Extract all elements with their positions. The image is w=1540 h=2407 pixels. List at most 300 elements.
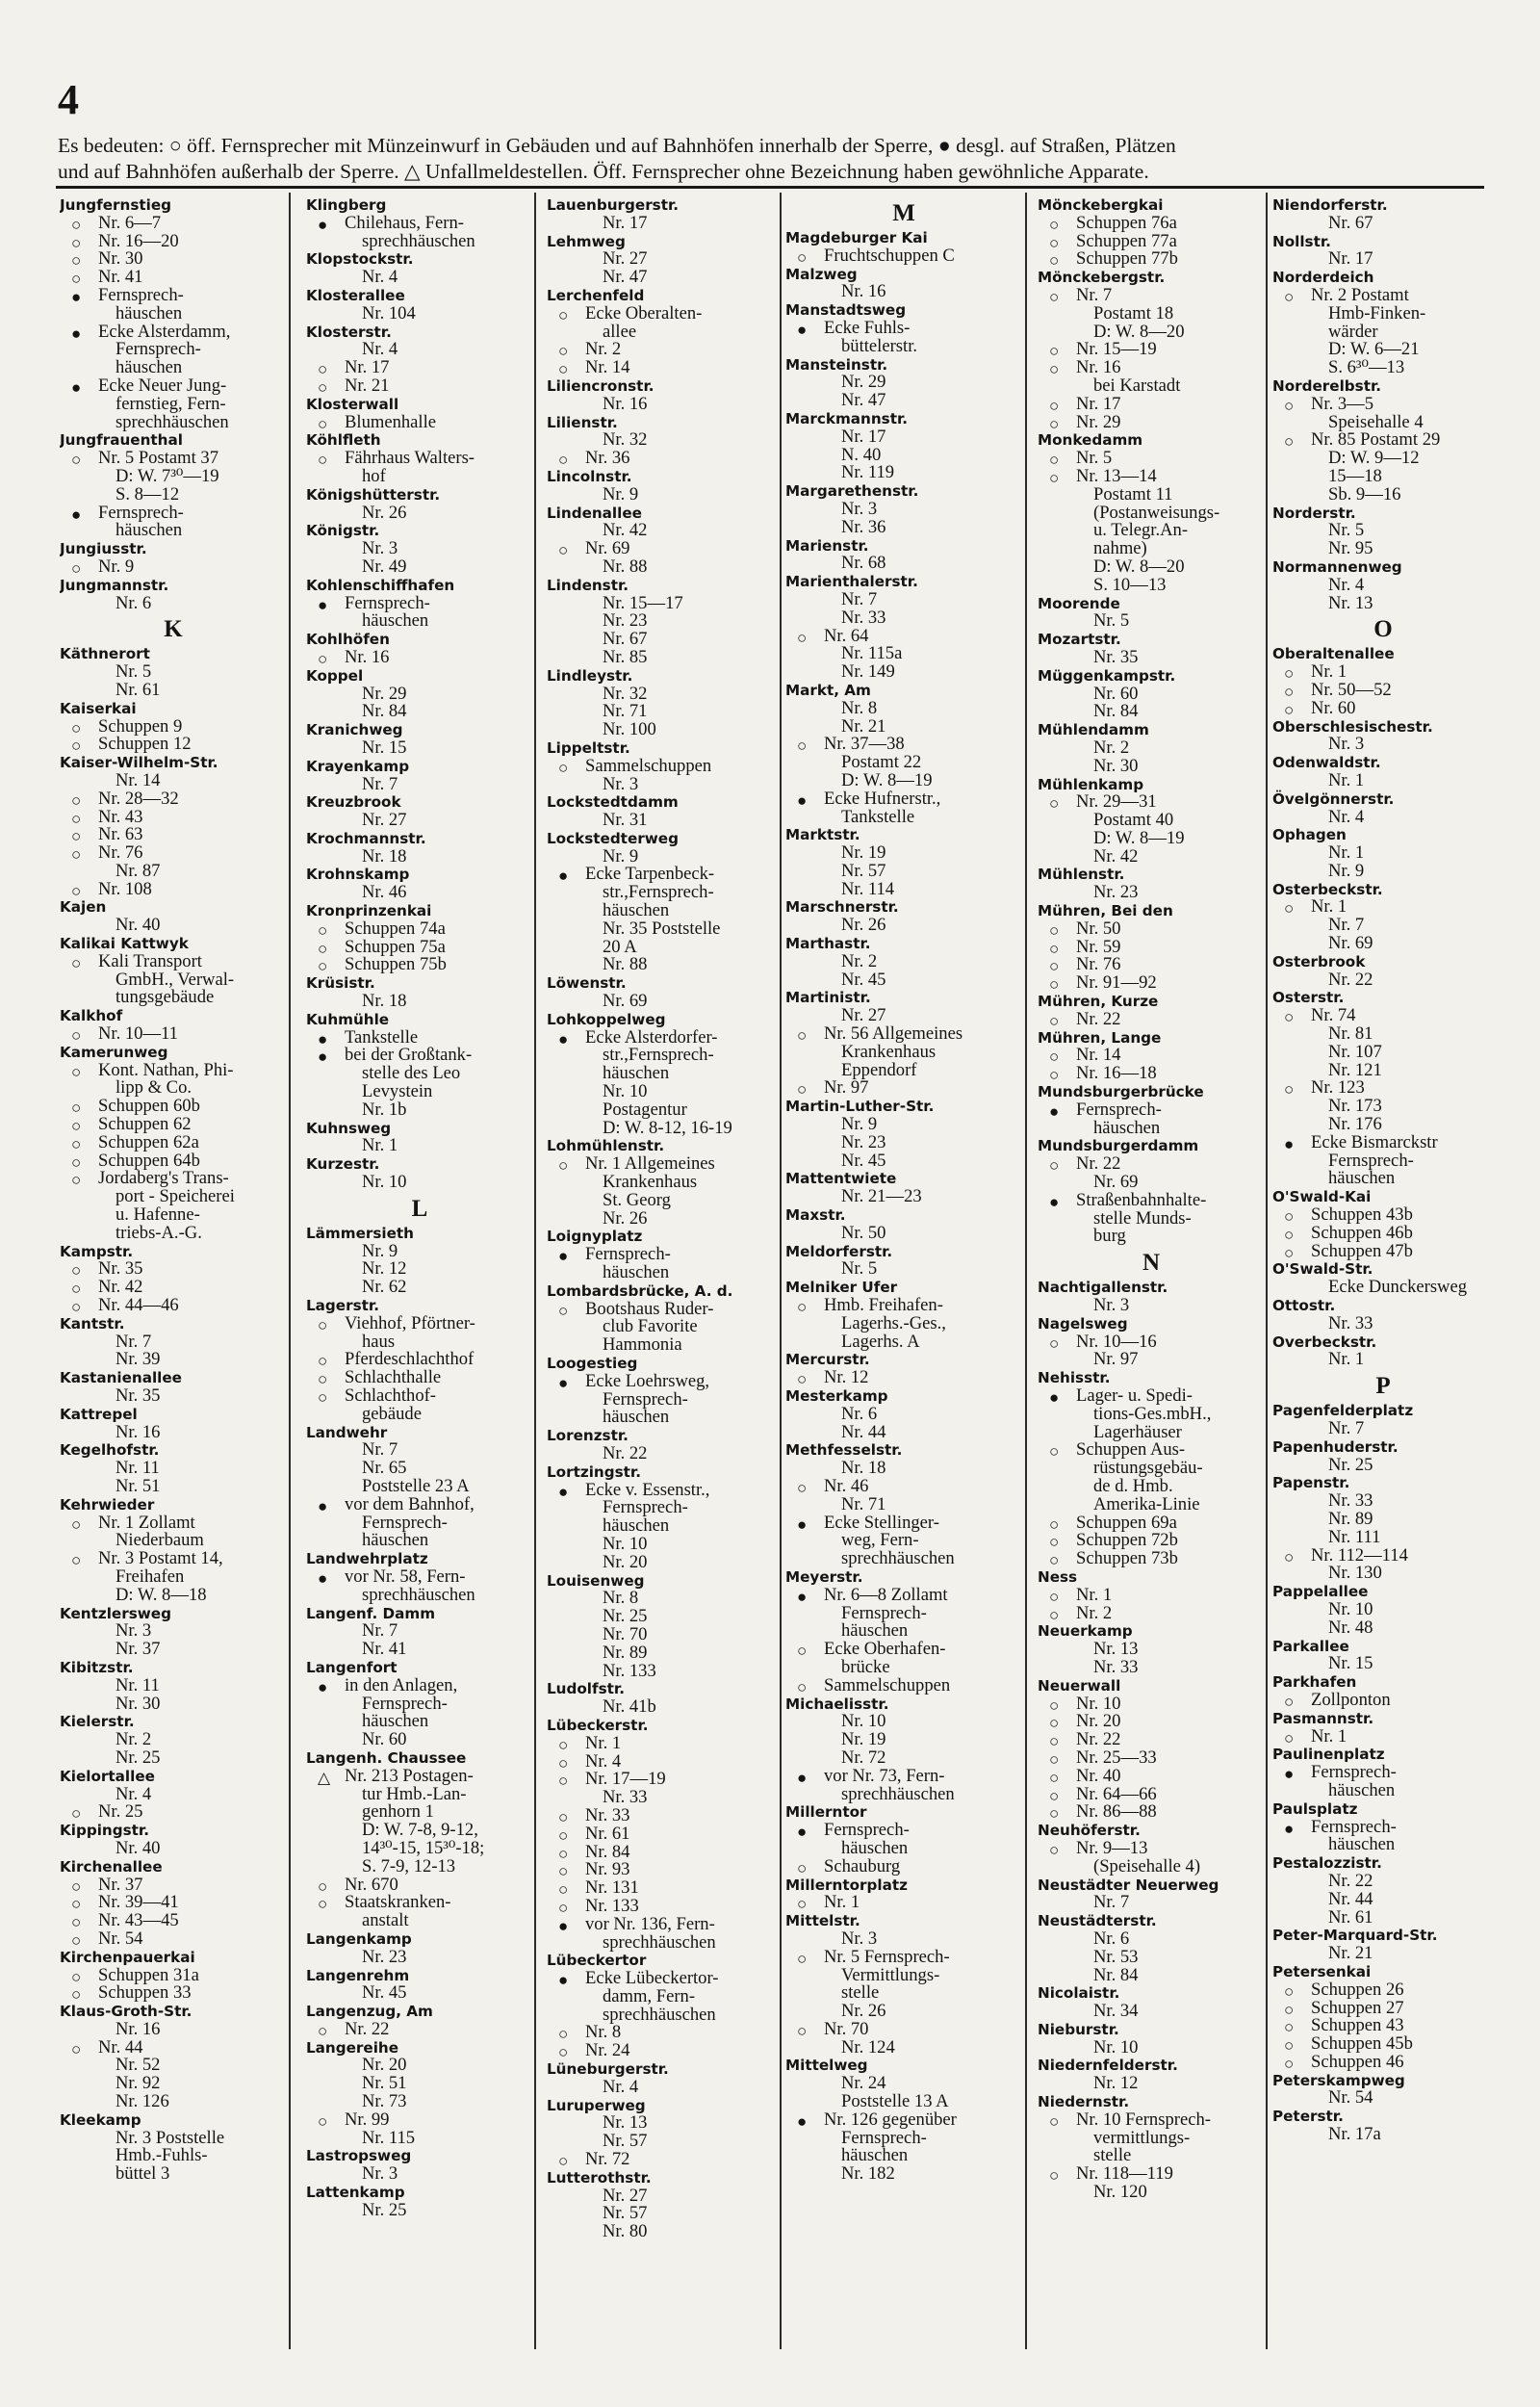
phone-entry bbox=[60, 1731, 287, 1749]
street-name: Norderstr. bbox=[1272, 504, 1356, 522]
entry-text: Nr. 7 bbox=[362, 773, 398, 794]
street-name: Krüsistr. bbox=[306, 974, 375, 993]
entry-text: Nr. 7 bbox=[1328, 915, 1365, 936]
filled-circle-icon: ● bbox=[1284, 1765, 1295, 1784]
street-name: Lindleystr. bbox=[547, 666, 633, 685]
entry-continuation: häuschen bbox=[603, 1515, 670, 1537]
entry-text: Nr. 33 bbox=[585, 1804, 630, 1825]
street-name: Lohmühlenstr. bbox=[547, 1137, 665, 1155]
street-name: Papenstr. bbox=[1272, 1474, 1350, 1492]
street-name: Maxstr. bbox=[785, 1206, 846, 1225]
entry-text: Nr. 84 bbox=[1093, 1964, 1139, 1985]
phone-entry bbox=[1272, 971, 1494, 990]
open-circle-icon: ○ bbox=[797, 1478, 808, 1497]
entry-text: Nr. 51 bbox=[116, 1475, 161, 1496]
street-name: Marschnerstr. bbox=[785, 898, 899, 917]
phone-entry bbox=[547, 431, 778, 450]
phone-entry bbox=[785, 2165, 1022, 2184]
entry-text: Nr. 2 bbox=[116, 1729, 152, 1750]
phone-entry bbox=[1038, 884, 1265, 902]
phone-entry bbox=[1272, 1007, 1494, 1025]
open-circle-icon: ○ bbox=[318, 920, 328, 940]
entry-text: Sammelschuppen bbox=[585, 755, 712, 776]
entry-text: Nr. 45 bbox=[841, 969, 886, 990]
open-circle-icon: ○ bbox=[1049, 1786, 1060, 1805]
entry-continuation: häuschen bbox=[1328, 1168, 1396, 1189]
filled-circle-icon: ● bbox=[797, 1768, 808, 1787]
entry-continuation: D: W. 8—19 bbox=[1093, 827, 1185, 848]
entry-text: Nr. 91—92 bbox=[1076, 972, 1157, 994]
entry-text: Nr. 25 bbox=[116, 1747, 161, 1768]
open-circle-icon: ○ bbox=[1049, 2111, 1060, 2131]
phone-entry bbox=[785, 444, 1022, 465]
phone-entry bbox=[785, 2003, 1022, 2021]
phone-entry bbox=[1272, 1906, 1494, 1928]
entry-continuation: allee bbox=[603, 321, 637, 342]
entry-continuation: bei Karstadt bbox=[1093, 375, 1181, 396]
entry-text: Nr. 29 bbox=[1076, 411, 1121, 432]
phone-entry bbox=[547, 812, 778, 830]
entry-text: Nr. 46 bbox=[824, 1475, 869, 1496]
entry-text: Nr. 27 bbox=[603, 2185, 648, 2206]
open-circle-icon: ○ bbox=[1049, 1695, 1060, 1715]
street-name: Overbeckstr. bbox=[1272, 1333, 1377, 1351]
street-name: Marckmannstr. bbox=[785, 409, 909, 427]
entry-text: Schuppen 74a bbox=[345, 918, 446, 939]
phone-entry bbox=[60, 2075, 287, 2093]
entry-text: Nr. 26 bbox=[841, 2001, 886, 2022]
phone-entry bbox=[1038, 359, 1265, 377]
phone-entry bbox=[1038, 612, 1265, 631]
filled-circle-icon: ● bbox=[1049, 1388, 1060, 1407]
entry-text: Fernsprech- bbox=[585, 1244, 671, 1265]
open-circle-icon: ○ bbox=[1284, 1008, 1295, 1027]
entry-text: Nr. 22 bbox=[1076, 1153, 1121, 1175]
phone-entry bbox=[1038, 845, 1265, 867]
entry-text: Nr. 12 bbox=[824, 1367, 869, 1388]
entry-continuation: Eppendorf bbox=[841, 1059, 917, 1080]
entry-continuation: Hmb-Finken- bbox=[1328, 302, 1426, 324]
entry-text: Nr. 61 bbox=[1328, 1906, 1373, 1928]
entry-text: Nr. 57 bbox=[603, 2131, 648, 2152]
entry-text: Sammelschuppen bbox=[824, 1674, 951, 1695]
header-rule bbox=[56, 186, 1484, 189]
phone-entry bbox=[60, 806, 287, 828]
open-circle-icon: ○ bbox=[1284, 287, 1295, 306]
entry-text: Nr. 21—23 bbox=[841, 1186, 922, 1207]
street-name: Osterbeckstr. bbox=[1272, 880, 1383, 898]
street-name: Mercurstr. bbox=[785, 1351, 870, 1369]
street-name: Kalikai Kattwyk bbox=[60, 935, 189, 953]
filled-circle-icon: ● bbox=[558, 867, 569, 886]
entry-continuation: büttelerstr. bbox=[841, 335, 918, 356]
entry-text: Nr. 22 bbox=[603, 1442, 648, 1463]
entry-text: Nr. 84 bbox=[585, 1841, 630, 1862]
entry-continuation: Ecke Dunckersweg bbox=[1328, 1277, 1468, 1298]
entry-text: Schuppen 77b bbox=[1076, 248, 1178, 270]
phone-entry bbox=[1038, 2036, 1265, 2058]
phone-entry bbox=[60, 663, 287, 682]
phone-entry bbox=[785, 1514, 1022, 1533]
phone-entry bbox=[785, 950, 1022, 971]
open-circle-icon: ○ bbox=[1049, 957, 1060, 976]
entry-text: Nr. 59 bbox=[1076, 936, 1121, 957]
street-name: Langenfort bbox=[306, 1658, 398, 1676]
street-name: Lohkoppelweg bbox=[547, 1010, 666, 1028]
phone-entry bbox=[1272, 769, 1494, 790]
entry-text: Nr. 69 bbox=[1328, 933, 1373, 954]
phone-entry bbox=[547, 558, 778, 577]
street-name: Langenf. Damm bbox=[306, 1604, 436, 1622]
open-circle-icon: ○ bbox=[558, 451, 569, 470]
phone-entry bbox=[785, 790, 1022, 809]
open-circle-icon: ○ bbox=[1284, 1243, 1295, 1262]
phone-entry bbox=[306, 450, 533, 468]
phone-entry bbox=[547, 1207, 778, 1229]
entry-text: Ecke Oberalten- bbox=[585, 302, 703, 324]
entry-text: Nr. 5 bbox=[1076, 448, 1113, 469]
entry-continuation: tions-Ges.mbH., bbox=[1093, 1403, 1212, 1424]
entry-text: Nr. 54 bbox=[1328, 2087, 1373, 2109]
open-circle-icon: ○ bbox=[1284, 682, 1295, 701]
entry-text: Fernsprech- bbox=[1311, 1762, 1397, 1783]
street-name: Kohlenschiffhafen bbox=[306, 576, 455, 594]
phone-entry bbox=[306, 1387, 533, 1406]
entry-continuation: wärder bbox=[1328, 321, 1378, 342]
street-name: Lübeckertor bbox=[547, 1952, 647, 1970]
entry-text: Nr. 64 bbox=[824, 625, 869, 646]
phone-entry bbox=[1272, 574, 1494, 595]
street-name: Kattrepel bbox=[60, 1405, 138, 1423]
entry-text: Nr. 85 bbox=[603, 646, 648, 667]
phone-entry bbox=[306, 646, 533, 668]
open-circle-icon: ○ bbox=[71, 1134, 82, 1153]
phone-entry bbox=[306, 1674, 533, 1696]
entry-text: Nr. 40 bbox=[116, 915, 161, 936]
entry-text: Nr. 53 bbox=[1093, 1946, 1139, 1967]
open-circle-icon: ○ bbox=[318, 1315, 328, 1334]
entry-text: Nr. 7 bbox=[1093, 1892, 1130, 1913]
entry-continuation: S. 7-9, 12-13 bbox=[362, 1855, 456, 1876]
street-name: Melniker Ufer bbox=[785, 1279, 898, 1297]
entry-text: Nr. 16 bbox=[116, 2018, 161, 2039]
phone-entry bbox=[60, 1351, 287, 1369]
entry-text: Nr. 5 bbox=[116, 661, 152, 683]
filled-circle-icon: ● bbox=[318, 595, 328, 614]
phone-entry bbox=[547, 1644, 778, 1663]
entry-text: Nr. 63 bbox=[98, 824, 143, 845]
entry-text: Nr. 26 bbox=[362, 502, 407, 523]
entry-text: Nr. 2 bbox=[1076, 1602, 1113, 1623]
entry-text: Nr. 50 bbox=[1076, 918, 1121, 939]
phone-entry bbox=[306, 1279, 533, 1297]
phone-entry bbox=[1272, 2051, 1494, 2073]
phone-entry bbox=[547, 773, 778, 794]
entry-text: Pferdeschlachthof bbox=[345, 1349, 475, 1370]
entry-text: Nr. 39—41 bbox=[98, 1892, 179, 1913]
phone-entry bbox=[547, 1804, 778, 1826]
open-circle-icon: ○ bbox=[1049, 1732, 1060, 1751]
entry-continuation: häuschen bbox=[1093, 1117, 1161, 1138]
phone-entry bbox=[785, 625, 1022, 647]
street-name: Malzweg bbox=[785, 265, 858, 283]
street-name: Lilienstr. bbox=[547, 413, 618, 431]
phone-entry bbox=[1272, 592, 1494, 613]
entry-text: Nr. 10 bbox=[603, 1533, 648, 1554]
street-name: Markt, Am bbox=[785, 681, 871, 699]
open-circle-icon: ○ bbox=[318, 957, 328, 976]
filled-circle-icon: ● bbox=[797, 790, 808, 810]
entry-text: Nr. 69 bbox=[1093, 1172, 1139, 1193]
entry-text: Nr. 14 bbox=[116, 769, 161, 790]
entry-text: Hmb. Freihafen- bbox=[824, 1295, 943, 1316]
entry-text: Nr. 20 bbox=[1076, 1711, 1121, 1732]
entry-text: Nr. 10 bbox=[841, 1711, 886, 1732]
phone-entry bbox=[60, 1550, 287, 1568]
street-name: Parkhafen bbox=[1272, 1673, 1357, 1692]
phone-entry bbox=[306, 359, 533, 377]
phone-entry bbox=[785, 1421, 1022, 1442]
phone-entry bbox=[1272, 1565, 1494, 1583]
phone-entry bbox=[1272, 1454, 1494, 1475]
phone-entry bbox=[785, 2036, 1022, 2058]
entry-text: Nr. 133 bbox=[603, 1660, 656, 1681]
phone-entry bbox=[306, 1441, 533, 1460]
phone-entry bbox=[785, 1765, 1022, 1787]
open-circle-icon: ○ bbox=[1284, 1080, 1295, 1100]
entry-text: Nr. 16 bbox=[603, 393, 648, 414]
street-name: Lockstedtdamm bbox=[547, 793, 679, 812]
phone-entry bbox=[1272, 1025, 1494, 1044]
entry-text: Nr. 26 bbox=[841, 915, 886, 936]
street-name: Löwenstr. bbox=[547, 974, 627, 993]
phone-entry bbox=[60, 450, 287, 468]
entry-text: Nr. 3 bbox=[116, 1620, 152, 1642]
phone-entry bbox=[547, 1970, 778, 1988]
phone-entry bbox=[785, 555, 1022, 573]
open-circle-icon: ○ bbox=[558, 1862, 569, 1881]
entry-text: Nr. 13 bbox=[1328, 592, 1373, 613]
entry-text: Nr. 2 bbox=[1093, 737, 1130, 758]
open-circle-icon: ○ bbox=[558, 1844, 569, 1863]
phone-entry bbox=[785, 247, 1022, 266]
entry-continuation: büttel 3 bbox=[116, 2163, 170, 2185]
entry-text: Nr. 60 bbox=[1093, 683, 1139, 704]
street-name: Lehmweg bbox=[547, 232, 626, 250]
entry-text: Staatskranken- bbox=[345, 1892, 451, 1913]
phone-entry bbox=[1272, 393, 1494, 415]
entry-continuation: häuschen bbox=[603, 900, 670, 921]
phone-entry bbox=[547, 2076, 778, 2097]
phone-entry bbox=[785, 1222, 1022, 1243]
street-name: Mesterkamp bbox=[785, 1387, 888, 1405]
phone-entry bbox=[60, 2093, 287, 2111]
filled-circle-icon: ● bbox=[797, 1514, 808, 1534]
street-name: Marienthalerstr. bbox=[785, 573, 918, 591]
entry-text: Nr. 16 bbox=[116, 1421, 161, 1442]
street-name: Kuhnsweg bbox=[306, 1119, 392, 1137]
phone-entry bbox=[1272, 540, 1494, 558]
legend bbox=[58, 133, 1482, 185]
street-name: Pestalozzistr. bbox=[1272, 1854, 1382, 1873]
entry-text: Nr. 12 bbox=[362, 1258, 407, 1280]
entry-text: Nr. 64—66 bbox=[1076, 1783, 1157, 1804]
open-circle-icon: ○ bbox=[797, 1080, 808, 1100]
entry-text: Schuppen Aus- bbox=[1076, 1439, 1186, 1461]
entry-text: Ecke Lübeckertor- bbox=[585, 1968, 719, 1989]
open-circle-icon: ○ bbox=[1284, 432, 1295, 452]
phone-entry bbox=[1038, 2111, 1265, 2130]
open-circle-icon: ○ bbox=[1049, 287, 1060, 306]
phone-entry bbox=[547, 1789, 778, 1807]
entry-text: Ecke Neuer Jung- bbox=[98, 375, 227, 396]
entry-text: Nr. 1 bbox=[1328, 842, 1365, 864]
entry-continuation: haus bbox=[362, 1331, 396, 1352]
phone-entry bbox=[785, 374, 1022, 392]
phone-entry bbox=[1272, 935, 1494, 953]
phone-entry bbox=[547, 1533, 778, 1554]
phone-entry bbox=[785, 1152, 1022, 1171]
phone-entry bbox=[1038, 1101, 1265, 1120]
open-circle-icon: ○ bbox=[1049, 1514, 1060, 1534]
entry-continuation: sprechhäuschen bbox=[841, 1548, 955, 1569]
street-name: Mundsburgerdamm bbox=[1038, 1137, 1199, 1155]
street-name: Ludolfstr. bbox=[547, 1680, 626, 1698]
filled-circle-icon: ● bbox=[797, 2111, 808, 2131]
open-circle-icon: ○ bbox=[1049, 939, 1060, 958]
directory-column bbox=[1038, 196, 1265, 2363]
open-circle-icon: ○ bbox=[1284, 700, 1295, 719]
street-name: Norderdeich bbox=[1272, 269, 1374, 287]
entry-continuation: triebs-A.-G. bbox=[116, 1222, 202, 1243]
phone-entry bbox=[1038, 1602, 1265, 1624]
entry-continuation: Hammonia bbox=[603, 1334, 682, 1356]
open-circle-icon: ○ bbox=[318, 939, 328, 958]
entry-text: Nr. 4 bbox=[585, 1750, 622, 1772]
open-circle-icon: ○ bbox=[71, 1876, 82, 1896]
entry-continuation: Hmb.-Fuhls- bbox=[116, 2145, 208, 2166]
phone-entry bbox=[60, 844, 287, 863]
street-name: Klosterwall bbox=[306, 395, 399, 413]
street-name: Jungfernstieg bbox=[60, 196, 172, 214]
street-name: Köhlfleth bbox=[306, 431, 381, 450]
entry-text: Nr. 50 bbox=[841, 1222, 886, 1243]
open-circle-icon: ○ bbox=[558, 1807, 569, 1826]
phone-entry bbox=[60, 1912, 287, 1930]
open-circle-icon: ○ bbox=[1284, 664, 1295, 684]
open-circle-icon: ○ bbox=[797, 1858, 808, 1877]
open-circle-icon: ○ bbox=[71, 809, 82, 828]
phone-entry bbox=[1272, 1079, 1494, 1098]
street-name: Käthnerort bbox=[60, 645, 150, 663]
entry-text: Nr. 6 bbox=[116, 592, 152, 613]
entry-text: Nr. 16 bbox=[345, 646, 390, 667]
street-name: Lastropsweg bbox=[306, 2147, 412, 2165]
entry-text: Nr. 41 bbox=[362, 1639, 407, 1660]
entry-continuation: Poststelle 13 A bbox=[841, 2091, 949, 2112]
open-circle-icon: ○ bbox=[1049, 1605, 1060, 1624]
entry-text: Nr. 33 bbox=[1328, 1312, 1373, 1333]
phone-entry bbox=[1272, 1655, 1494, 1673]
street-name: Mühlenstr. bbox=[1038, 866, 1125, 884]
entry-text: Nr. 115 bbox=[362, 2127, 416, 2148]
entry-text: Nr. 71 bbox=[603, 701, 648, 722]
entry-text: Fährhaus Walters- bbox=[345, 448, 475, 469]
street-name: Petersenkai bbox=[1272, 1962, 1372, 1980]
open-circle-icon: ○ bbox=[1049, 1011, 1060, 1030]
phone-entry bbox=[785, 1855, 1022, 1877]
phone-entry bbox=[547, 1861, 778, 1879]
entry-continuation: (Postanweisungs- bbox=[1093, 502, 1220, 523]
entry-text: Schuppen 9 bbox=[98, 715, 183, 737]
street-name: Mönckebergkai bbox=[1038, 196, 1164, 214]
entry-text: Schuppen 46b bbox=[1311, 1222, 1413, 1243]
phone-entry bbox=[1272, 1619, 1494, 1638]
entry-text: Nr. 131 bbox=[585, 1877, 639, 1899]
phone-entry bbox=[547, 1298, 778, 1320]
phone-entry bbox=[60, 1749, 287, 1768]
phone-entry bbox=[1038, 1656, 1265, 1677]
phone-entry bbox=[1038, 1695, 1265, 1714]
open-circle-icon: ○ bbox=[71, 953, 82, 972]
entry-text: Zollponton bbox=[1311, 1689, 1391, 1710]
phone-entry bbox=[60, 1984, 287, 2003]
entry-text: Fernsprech- bbox=[824, 1820, 910, 1841]
entry-continuation: vermittlungs- bbox=[1093, 2127, 1191, 2148]
street-name: Peterstr. bbox=[1272, 2108, 1344, 2126]
entry-text: Nr. 3 bbox=[362, 538, 398, 559]
entry-continuation: Lagerhäuser bbox=[1093, 1421, 1182, 1442]
open-circle-icon: ○ bbox=[71, 790, 82, 810]
entry-text: Nr. 1 bbox=[585, 1732, 622, 1753]
phone-entry bbox=[547, 866, 778, 884]
filled-circle-icon: ● bbox=[318, 1496, 328, 1515]
phone-entry bbox=[1038, 1351, 1265, 1369]
phone-entry bbox=[785, 1731, 1022, 1749]
entry-continuation: port - Speicherei bbox=[116, 1186, 235, 1207]
entry-text: Nr. 17 bbox=[345, 357, 390, 378]
phone-entry bbox=[1272, 284, 1494, 306]
entry-text: Nr. 10 bbox=[1328, 1598, 1373, 1619]
street-name: Mattentwiete bbox=[785, 1170, 897, 1188]
street-name: Oberaltenallee bbox=[1272, 645, 1395, 663]
entry-text: Schuppen 12 bbox=[98, 734, 192, 755]
entry-continuation: hof bbox=[362, 465, 386, 486]
open-circle-icon: ○ bbox=[1284, 2036, 1295, 2056]
phone-entry bbox=[306, 1101, 533, 1120]
street-name: Kampstr. bbox=[60, 1242, 134, 1260]
phone-entry bbox=[547, 2223, 778, 2241]
entry-text: in den Anlagen, bbox=[345, 1674, 458, 1695]
phone-entry bbox=[547, 1083, 778, 1101]
phone-entry bbox=[785, 736, 1022, 754]
phone-entry bbox=[1038, 465, 1265, 487]
letter-heading: L bbox=[411, 1195, 428, 1222]
column-divider bbox=[1025, 193, 1027, 2349]
street-name: Kleekamp bbox=[60, 2110, 141, 2129]
phone-entry bbox=[547, 2205, 778, 2223]
phone-entry bbox=[1272, 212, 1494, 233]
phone-entry bbox=[306, 2018, 533, 2040]
phone-entry bbox=[1272, 844, 1494, 863]
phone-entry bbox=[306, 1137, 533, 1155]
entry-continuation: D: W. 8—20 bbox=[1093, 321, 1185, 342]
entry-text: Nr. 76 bbox=[1076, 954, 1121, 975]
phone-entry bbox=[1272, 1870, 1494, 1891]
entry-text: Schuppen 60b bbox=[98, 1096, 200, 1117]
entry-text: Nr. 173 bbox=[1328, 1096, 1382, 1117]
phone-entry bbox=[547, 755, 778, 777]
